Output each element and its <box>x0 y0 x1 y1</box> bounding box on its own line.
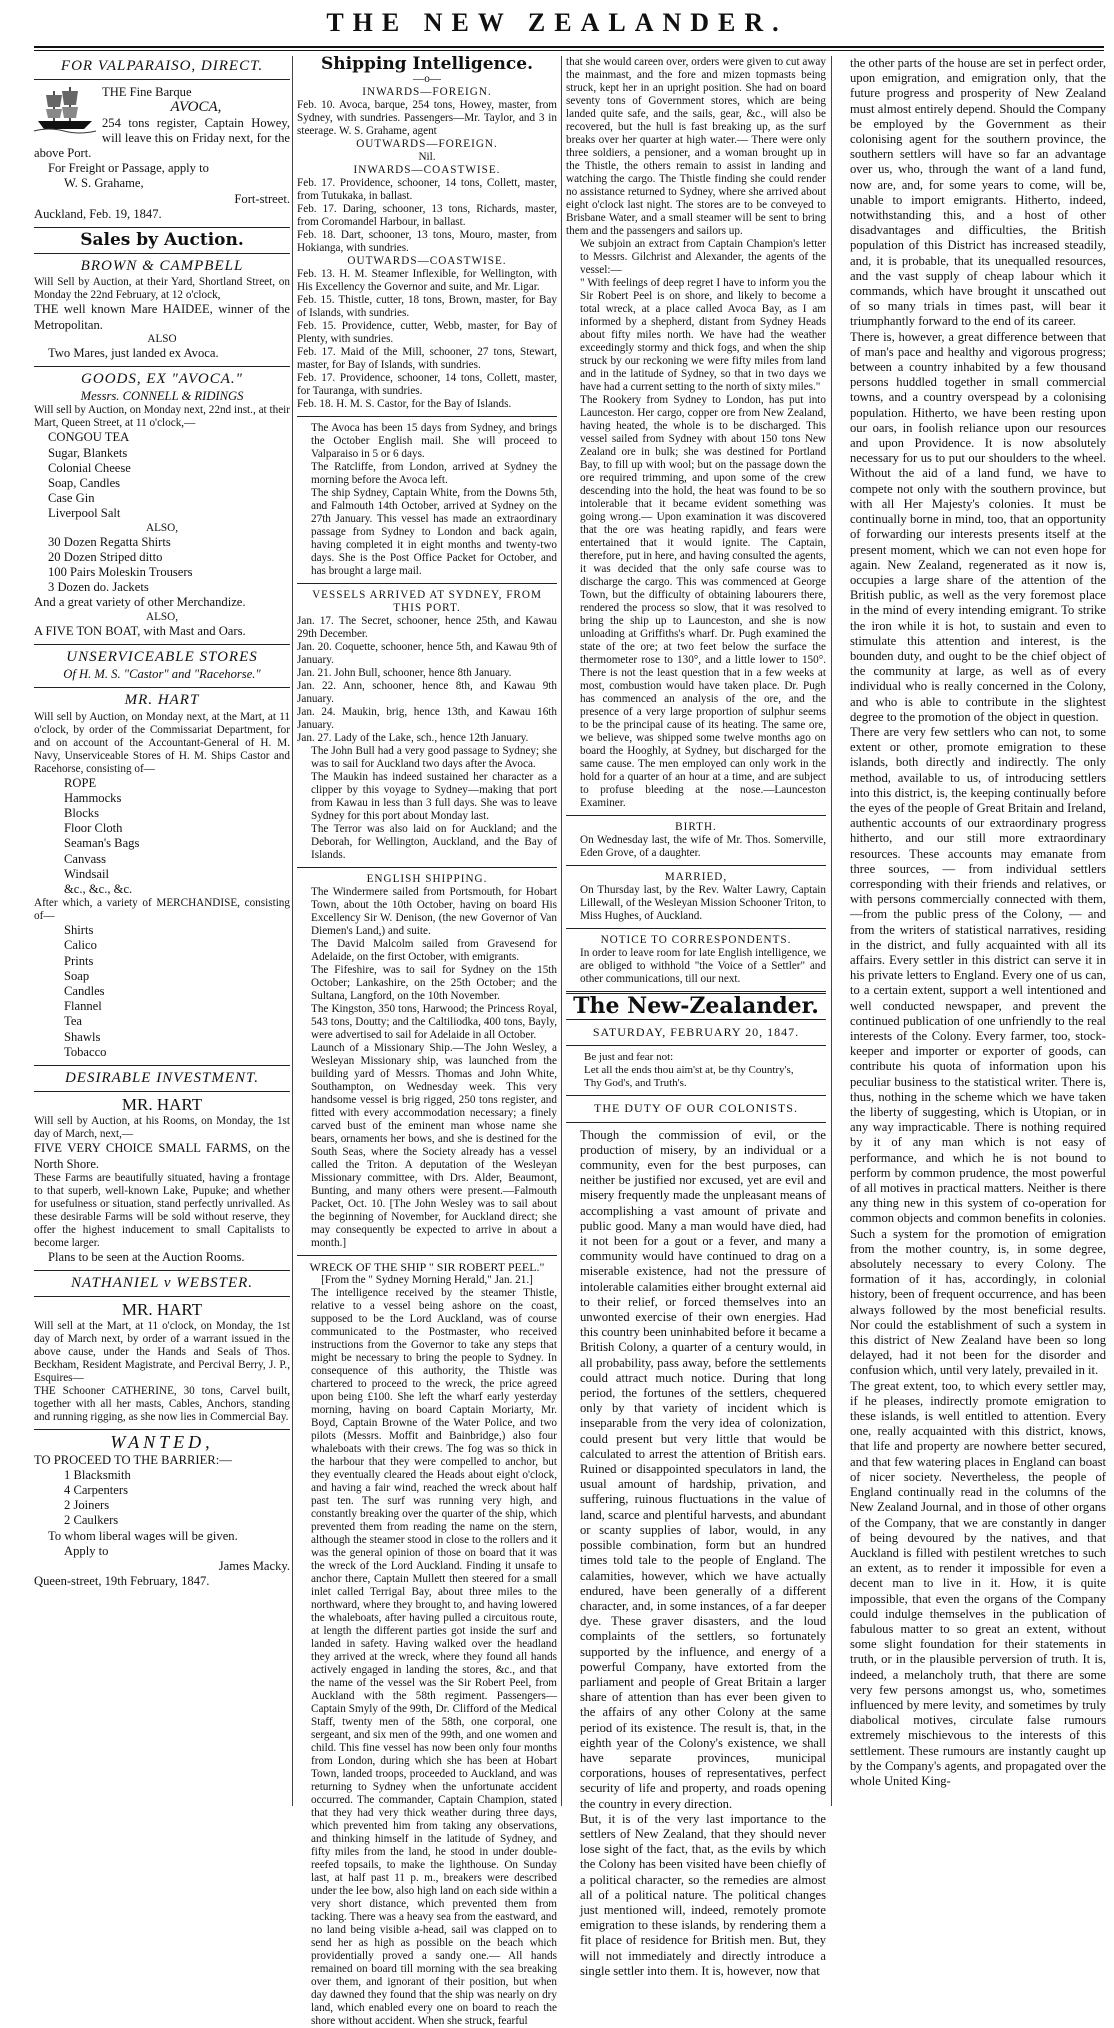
news-paragraph: The Avoca has been 15 days from Sydney, and brings the October English mail. She will proceed to Valparaiso in 5 or 6 days. <box>311 422 557 460</box>
news-paragraph: Launch of a Missionary Ship.—The John Wesley, a Wesleyan Missionary ship, was launched from the building yard of Messrs. Thomas and John White, Southampton, on Wednesday week. This very handsome vessel is brig rigged, 250 tons register, and fitted with every accommodation necessary; a finely carved bust of the eminent man whose name she bears, ornaments her bows, and she is destined for the South Seas, where the Society already has a vessel called the Triton. A deputation of the Wesleyan Missionary committee, with Drs. Alder, Beaumont, Bunting, and many others were present.—Falmouth Packet, Oct. 10. [The John Wesley was to sail about the beginning of November, for Auckland direct; she may consequently be expected to arrive in about a month.] <box>311 1042 557 1249</box>
news-paragraph: The ship Sydney, Captain White, from the Downs 5th, and Falmouth 14th October, arrived at Sydney on the 27th January. This vessel has made an extraordinary passage from Sydney to London and back again, having completed it in eight months and twenty-two days. She is the Post Office Packet for October, and has brought a large mail. <box>311 487 557 577</box>
divider <box>34 1065 290 1066</box>
column-leader-continued <box>836 56 1106 1808</box>
notice-heading: MARRIED, <box>664 871 728 883</box>
list-item: Tobacco <box>64 1044 107 1059</box>
ship-icon <box>34 85 96 135</box>
list-item: 1 Blacksmith <box>64 1467 131 1482</box>
ad-wanted <box>34 1432 290 1589</box>
leader-paragraph: Though the commission of evil, or the production of misery, by an individual or a community, even for the best purposes, can neither be justified nor excused, yet are evil and misery frequently made the unpleasant means of accomplishing a vast amount of private and public good. Many a man would have died, had it not been for a gout or a fever, and many a community would have continued to drag on a miserable existence, had not the pressure of intolerable calamities either brought external aid to their relief, or forced themselves into an unwonted exercise of their own energies. Had this country been uninhabited before it became a British Colony, a quarter of a century would, in all probability, pass away, before the settlements could attract much notice. During that long period, the fortunes of the settlers, chequered only by that variety of incident which is inseparable from the very idea of colonization, could present but very little that would be calculated to arrest the attention of British ears. Ruined or disappointed speculators in land, the usual amount of hardship, privation, and suffering, ruinous fluctuations in the value of land, scarce and plentiful harvests, and abundant or scanty supplies of labor, would, in any possible combination, form but an hundred times told tale to the people of England. The calamities, however, which we have actually endured, have been generally of a different character, and, in some instances, of a far deeper dye. These graver disasters, and the loud complaints of the settlers, so fortunately supported by the influence, and energy of a powerful Company, have extorted from the parliament and people of Great Britain a larger share of attention than has ever been given to the affairs of any other Colony at the same period of its existence. The result is, that, in the eighth year of the Colony's existence, we shall have separate provinces, municipal corporations, houses of representatives, perfect security of life and property, and roads opening the country in every direction. <box>580 1127 826 1811</box>
trades-list <box>34 1468 290 1529</box>
ad-heading: DESIRABLE INVESTMENT. <box>64 1069 260 1086</box>
divider <box>566 1122 826 1123</box>
ad-heading: GOODS, EX "AVOCA." <box>81 371 243 388</box>
ad-brown-campbell <box>34 259 290 361</box>
masthead-rule-thin <box>34 50 1104 51</box>
list-item: Tea <box>64 1014 82 1029</box>
divider <box>566 1045 826 1046</box>
list-item: 4 Carpenters <box>64 1482 128 1497</box>
divider <box>34 253 290 254</box>
divider <box>34 79 290 80</box>
ad-text: THE well known Mare HAIDEE, winner of the Metropolitan. <box>34 302 290 332</box>
masthead-rule <box>34 46 1104 48</box>
list-item: Candles <box>64 983 105 998</box>
subheading: ENGLISH SHIPPING. <box>366 873 488 885</box>
divider <box>566 1019 826 1020</box>
ad-heading: WANTED, <box>110 1432 214 1453</box>
motto-line: Thy God's, and Truth's. <box>584 1077 687 1090</box>
shipping-entry: Feb. 17. Daring, schooner, 13 tons, Richards, master, from Coromandel Harbour, in ballast. <box>297 203 557 228</box>
shipping-entry: Feb. 17. Providence, schooner, 14 tons, Collett, master, from Tutukaka, in ballast. <box>297 177 557 202</box>
auctioneer-name: MR. HART <box>121 1095 203 1115</box>
shipping-entry: Jan. 20. Coquette, schooner, hence 5th, and Kawau 9th of January. <box>297 641 557 666</box>
shipping-list <box>297 177 557 255</box>
news-paragraph: The Ratcliffe, from London, arrived at Sydney the morning before the Avoca left. <box>311 461 557 486</box>
ad-text: These Farms are beautifully situated, having a frontage to that superb, well-known Lake, Pupuke; and whether for usefulness or situation, stand perfectly unrivalled. As these desirable Farms will be sold without reserve, they offer the highest inducement to small Capitalists to become larger. <box>34 1171 290 1249</box>
ad-text: THE Fine Barque <box>102 85 192 100</box>
section-heading: Sales by Auction. <box>80 230 244 251</box>
divider <box>297 416 557 417</box>
shipping-list <box>297 268 557 411</box>
shipping-list <box>297 615 557 745</box>
divider <box>566 815 826 816</box>
column-advertisements <box>34 56 290 1808</box>
shipping-entry: Feb. 13. H. M. Steamer Inflexible, for Wellington, with His Excellency the Governor and suite, and Mr. Ligar. <box>297 268 557 293</box>
shipping-entry: Feb. 15. Thistle, cutter, 18 tons, Brown, master, for Bay of Islands, with sundries. <box>297 294 557 319</box>
notice-heading: NOTICE TO CORRESPONDENTS. <box>600 934 792 946</box>
ad-text: Will sell by Auction, at his Rooms, on Monday, the 1st day of March, next,— <box>34 1115 290 1141</box>
leader-heading: THE DUTY OF OUR COLONISTS. <box>594 1101 798 1116</box>
list-item: 100 Pairs Moleskin Trousers <box>48 565 193 580</box>
merchandise-list <box>34 923 290 1060</box>
ad-text: Apply to <box>64 1543 109 1558</box>
ad-text: Will sell at the Mart, at 11 o'clock, on Monday, the 1st day of March next, by order of a warrant issued in the above cause, under the Hands and Seals of Thos. Beckham, Resident Magistrate, and Percival Berry, J. P., Esquires— <box>34 1320 290 1385</box>
shipping-entry: Feb. 17. Maid of the Mill, schooner, 27 tons, Stewart, master, for Bay of Islands, with sundries. <box>297 346 557 371</box>
ad-text: James Macky. <box>218 1559 290 1573</box>
article-heading: WRECK OF THE SHIP " SIR ROBERT PEEL." <box>309 1260 545 1274</box>
subheading: INWARDS—FOREIGN. <box>362 86 492 98</box>
column-divider <box>831 56 832 1806</box>
list-item: Floor Cloth <box>64 821 123 836</box>
shipping-entry: The Kingston, 350 tons, Harwood; the Princess Royal, 543 tons, Doutty; and the Caltiliodka, 400 tons, Bayly, were advertised to sail for Adelaide in all October. <box>311 1003 557 1041</box>
ad-text: To whom liberal wages will be given. <box>48 1528 238 1543</box>
section-heading: Shipping Intelligence. <box>321 54 533 74</box>
column-divider <box>292 56 293 1806</box>
list-item: Calico <box>64 938 97 953</box>
subheading: OUTWARDS—COASTWISE. <box>347 255 507 267</box>
ad-nathaniel-webster <box>34 1276 290 1424</box>
shipping-entry: Jan. 22. Ann, schooner, hence 8th, and Kawau 9th January. <box>297 680 557 705</box>
list-item: Shirts <box>64 923 94 938</box>
auctioneer-name: MR. HART <box>124 692 200 709</box>
ad-text: TO PROCEED TO THE BARRIER:— <box>34 1452 232 1467</box>
subheading: VESSELS ARRIVED AT SYDNEY, FROM THIS PORT. <box>312 589 542 614</box>
divider <box>34 1091 290 1092</box>
leader-article-continued <box>836 56 1106 1789</box>
ad-valparaiso <box>34 59 290 222</box>
list-item: Seaman's Bags <box>64 836 140 851</box>
column-divider <box>561 56 562 1806</box>
news-paragraph: that she would careen over, orders were given to cut away the mainmast, and the fore and mizen topmasts being struck, kept her in an upright position. She had on board seventy tons of Government stores, which are being landed quite safe, and the sails, gear, &c., will also be recovered, but the hull is fast breaking up, as the surf breaks over her quarter at high water.— There were only three soldiers, a pensioner, and a woman brought up in the Thistle, the others remain to assist in landing and watching the cargo. The Thistle finding she could render no assistance returned to Sydney, where she arrived about eight o'clock last night. The stores are to be conveyed to Brisbane Water, and a small steamer will be sent to bring them and the passengers and sailors up. <box>566 56 826 237</box>
news-paragraph: The Maukin has indeed sustained her character as a clipper by this voyage to Sydney—making that port from Kawau in less than 3 full days. She was to leave Sydney for this port about Monday last. <box>311 771 557 822</box>
ad-text: FIVE VERY CHOICE SMALL FARMS, on the North Shore. <box>34 1141 290 1171</box>
list-item: &c., &c., &c. <box>64 881 133 896</box>
divider <box>34 1429 290 1430</box>
divider <box>34 1270 290 1271</box>
shipping-entry: Jan. 24. Maukin, brig, hence 13th, and Kawau 16th January. <box>297 706 557 731</box>
ad-text: And a great variety of other Merchandize. <box>34 595 246 610</box>
shipping-entry: Feb. 18. Dart, schooner, 13 tons, Mouro, master, from Hokianga, with sundries. <box>297 229 557 254</box>
news-paragraph: The Terror was also laid on for Auckland; and the Deborah, for Wellington, Auckland, and the Bay of Islands. <box>311 823 557 861</box>
list-item: Sugar, Blankets <box>48 445 128 460</box>
subheading: OUTWARDS—FOREIGN. <box>356 138 498 150</box>
list-item: Soap <box>64 968 90 983</box>
motto-line: Be just and fear not: <box>584 1051 674 1064</box>
shipping-entry: Nil. <box>418 151 436 163</box>
shipping-entry: The David Malcolm sailed from Gravesend for Adelaide, on the first October, with emigrants. <box>311 938 557 963</box>
column-shipping <box>297 54 557 2027</box>
stores-list <box>34 776 290 898</box>
divider <box>566 865 826 866</box>
divider <box>566 928 826 929</box>
list-item: 30 Dozen Regatta Shirts <box>48 534 171 549</box>
ad-text: ALSO, <box>145 610 178 623</box>
shipping-entry: Feb. 18. H. M. S. Castor, for the Bay of Islands. <box>297 398 512 410</box>
ad-text: W. S. Grahame, <box>64 176 144 191</box>
list-item: Flannel <box>64 999 102 1014</box>
list-item: 2 Caulkers <box>64 1513 119 1528</box>
list-item: 2 Joiners <box>64 1498 110 1513</box>
ad-heading: FOR VALPARAISO, DIRECT. <box>60 58 264 74</box>
auctioneer-name: MR. HART <box>121 1300 203 1320</box>
notice-text: On Thursday last, by the Rev. Walter Lawry, Captain Lillewall, of the Wesleyan Mission Schooner Triton, to Miss Hughes, of Auckland. <box>580 884 826 922</box>
goods-list <box>34 535 290 596</box>
ship-name: AVOCA, <box>170 99 222 116</box>
divider <box>34 1296 290 1297</box>
divider <box>297 1255 557 1256</box>
shipping-entry: Jan. 21. John Bull, schooner, hence 8th January. <box>297 667 512 679</box>
ad-text: THE Schooner CATHERINE, 30 tons, Carvel built, together with all her masts, Cables, Anchors, standing and running rigging, as she now lies in Commercial Bay. <box>34 1385 290 1424</box>
leader-paragraph: There are very few settlers who can not, to some extent or other, promote emigration to these islands, both directly and indirectly. The only method, available to us, of introducing settlers into this district, is, the keeping continually before the eyes of the people of Great Britain and Ireland, authentic accounts of our extraordinary progress hitherto, and our still more extraordinary resources. These accounts may emanate from three sources, — from individual settlers corresponding with their friends and relatives, or with persons commercially connected with them,—from the public press of the Colony, — and from the writers of statistical narratives, residing in the district, and fully acquainted with all its affairs. Every settler in this district can serve it in his private letters to England. Every one of us can, to a certain extent, support a well intentioned and well conducted newspaper, and prevent the continued publication of one unfriendly to the real interests of the Colony. Every farmer, too, stock-keeper and importer or exporter of goods, can contribute his quota of information upon his peculiar business to the statistical writer. There is, thus, nothing in the scheme which we have taken the liberty of suggesting, which is Utopian, or in any way impracticable. There is nothing required by it of any man which is not easy of performance, and which he is not bound to perform by common prudence, the most powerful of all motives in practical matters. Neither is there any thing new in this system of co-operation for common objects and common benefits in colonies. Such a system for the promotion of emigration from the mother country, is, in some degree, absolutely necessary to every Colony. The formation of it has, accordingly, in colonial history, been of frequent occurrence, and has been always followed by the most beneficial results. Nor could the establishment of such a system in this district of New Zealand have been so long delayed, had it not been for the disorder and confusion which, until very lately, prevailed in it. <box>850 724 1106 1378</box>
divider <box>34 227 290 228</box>
ad-text: Plans to be seen at the Auction Rooms. <box>48 1249 245 1264</box>
divider <box>566 1095 826 1096</box>
divider <box>34 687 290 688</box>
shipping-entry: Feb. 17. Providence, schooner, 14 tons, Collett, master, for Tauranga, with sundries. <box>297 372 557 397</box>
ad-text: Will sell by Auction, on Monday next, at the Mart, at 11 o'clock, by order of the Commissariat Department, for and on account of the Accountant-General of H. M. Navy, Unserviceable Stores of H. M. Ships Castor and Racehorse, consisting of— <box>34 710 290 775</box>
column-news-leader <box>566 56 826 1978</box>
list-item: Soap, Candles <box>48 476 121 491</box>
ad-heading: NATHANIEL v WEBSTER. <box>70 1274 254 1291</box>
ad-date: Auckland, Feb. 19, 1847. <box>34 206 162 221</box>
ad-text: Messrs. CONNELL & RIDINGS <box>80 389 244 404</box>
shipping-list <box>297 886 557 1042</box>
list-item: Liverpool Salt <box>48 506 121 521</box>
notice-heading: BIRTH. <box>675 821 717 833</box>
news-paragraph: The Rookery from Sydney to London, has put into Launceston. Her cargo, copper ore from New Zealand, having heated, the whole is to be discharged. This vessel sailed from Sydney with about 150 tons New Zealand ore in bulk; she was destined for Portland Bay, to fill up with wool; but on the passage down the ore required trimming, and upon some of the crew descending into the hold, the heat was found to be so intolerable that it became evident something was going wrong.— Upon examination it was discovered that the ore was heating rapidly, and fears were entertained that it would ignite. The Captain, therefore, put in here, and having consulted the agents, it was decided that the only safe course was to discharge the cargo. This was commenced at George Town, but the difficulty of obtaining labourers there, rendered the process so slow, that it was resolved to bring the ship up to Launceston, and she is now unloading at Griffiths's wharf. Dr. Pugh examined the state of the ore; at two feet below the surface the thermometer rose to 130°, and a little lower to 150°. There is not the least question that in a few weeks at most, combustion would have taken place. Dr. Pugh has commenced an analysis of the ore, and the presence of a very large proportion of sulphur seems to be the principal cause of its heating. The same ore, we believe, was shipped some twelve months ago on board the Hooghly, at Sydney, but discharged for the same cause. The men employed can only work in the hold for a quarter of an hour at a time, and are subject to profuse bleeding at the nose.—Launceston Examiner. <box>580 394 826 809</box>
list-item: CONGOU TEA <box>48 430 130 445</box>
goods-list <box>34 430 290 521</box>
news-paragraph: The John Bull had a very good passage to Sydney; she was to sail for Auckland two days after the Avoca. <box>311 745 557 770</box>
ad-date: Queen-street, 19th February, 1847. <box>34 1574 210 1589</box>
ad-text: Two Mares, just landed ex Avoca. <box>48 345 219 360</box>
newspaper-title: THE NEW ZEALANDER. <box>326 8 788 37</box>
news-paragraph: We subjoin an extract from Captain Champion's letter to Messrs. Gilchrist and Alexander, the agents of the vessel:— <box>580 238 826 276</box>
list-item: 20 Dozen Striped ditto <box>48 549 163 564</box>
news-paragraph: " With feelings of deep regret I have to inform you the Sir Robert Peel is on shore, and likely to become a total wreck, at a place called Avoca Bay, as I am informed by a shepherd, distant from Sydney Heads about fifty miles north. We have had the weather exceedingly stormy and thick fogs, and when the ship struck by our reckoning we were fifty miles from land and in the latitude of Sydney, so that in two days we have had a current setting to the north of sixty miles." <box>580 277 826 393</box>
ad-heading: BROWN & CAMPBELL <box>80 258 244 275</box>
leader-paragraph: But, it is of the very last importance to the settlers of New Zealand, that they should never lose sight of the fact, that, as the evils by which the Colony has been visited have been chiefly of a political character, so the remedies are almost all of a political nature. The political changes just mentioned will, indeed, remotely promote emigration to these islands, by rendering them a fit place of residence for British men. But, they will not immediately and directly introduce a single settler into them. It is, however, now that <box>580 1811 826 1978</box>
shipping-entry: The Windermere sailed from Portsmouth, for Hobart Town, about the 10th October, having on board His Excellency Sir W. Denison, (the new Governor of Van Diemen's Land,) and suite. <box>311 886 557 937</box>
shipping-entry: Jan. 17. The Secret, schooner, hence 25th, and Kawau 29th December. <box>297 615 557 640</box>
notice-text: On Wednesday last, the wife of Mr. Thos. Somerville, Eden Grove, of a daughter. <box>580 834 826 859</box>
shipping-entry: Jan. 27. Lady of the Lake, sch., hence 12th January. <box>297 732 529 744</box>
ad-text: ALSO, <box>145 521 178 534</box>
ad-heading: UNSERVICEABLE STORES <box>66 648 258 665</box>
list-item: Hammocks <box>64 790 122 805</box>
list-item: Case Gin <box>48 491 95 506</box>
list-item: Colonial Cheese <box>48 460 131 475</box>
ad-text: Fort-street. <box>234 191 290 206</box>
shipping-entry: The Fifeshire, was to sail for Sydney on the 15th October; Lankashire, on the 25th October; and the Sultana, Langford, on the 10th November. <box>311 964 557 1002</box>
ad-text: Will Sell by Auction, at their Yard, Shortland Street, on Monday the 22nd February, at 12 o'clock, <box>34 276 290 302</box>
ad-unserviceable-stores <box>34 650 290 1060</box>
paper-title: The New-Zealander. <box>573 993 819 1019</box>
divider <box>34 644 290 645</box>
leader-article <box>566 1128 826 1979</box>
list-item: Windsail <box>64 866 109 881</box>
shipping-entry: Feb. 15. Providence, cutter, Webb, master, for Bay of Plenty, with sundries. <box>297 320 557 345</box>
divider <box>297 867 557 868</box>
ad-investment <box>34 1071 290 1265</box>
list-item: Prints <box>64 953 94 968</box>
list-item: Blocks <box>64 805 99 820</box>
leader-paragraph: the other parts of the house are set in perfect order, upon emigration, and emigration only, that the future progress and prosperity of New Zealand must almost entirely depend. Should the Company be employed by the Government as their colonising agent for the southern province, the southern settlers will have so far an advantage over us, who, through the want of a land fund, now are, and, for some years to come, will be, unable to import emigrants. Hitherto, indeed, notwithstanding this, and a host of other disadvantages and difficulties, the British population of this District has increased steadily, and, it is probable, that its unequalled resources, and the vast supply of cheap labour which it commands, which have brought it unscathed out of so many trials in times past, will bear it triumphantly forward to the end of its career. <box>850 56 1106 329</box>
list-item: ROPE <box>64 775 97 790</box>
divider <box>34 366 290 367</box>
leader-paragraph: There is, however, a great difference between that of man's pace and healthy and vigorous progress; between a country inhabited by a few thousand persons huddled together in small commercial towns, and a country overspead by a colonising population. Hitherto, we have been resting upon our oars, in foolish reliance upon our resources and upon Providence. It is now absolutely necessary for us to put our shoulders to the wheel. Without the aid of a land fund, we have to compete not only with the southern province, but with all Her Majesty's colonies. It must be continually borne in mind, too, that an opportunity of forwarding our interests presents itself at the present moment, which we can not even hope for again. New Zealand, regenerated as it now is, occupies a large share of the attention of the British public, as well as the very foremost place in the mind of every intending emigrant. To strike the iron while it is hot, to sustain and even to stimulate this attention and interest, is the bounden duty, and ought to be the chief object of the community at large, as well as of every individual who is really concerned in the Colony, and who is able to contribute in the slightest degree to the promotion of the object in question. <box>850 329 1106 724</box>
ad-subheading: Of H. M. S. "Castor" and "Racehorse." <box>63 667 261 682</box>
ad-text: Will sell by Auction, on Monday next, 22nd inst., at their Mart, Queen Street, at 11 o'clock,— <box>34 404 290 430</box>
list-item: 3 Dozen do. Jackets <box>48 580 149 595</box>
news-paragraph: The intelligence received by the steamer Thistle, relative to a vessel being ashore on the coast, supposed to be the Lord Auckland, was of course communicated to the Postmaster, who received instructions from the Governor to take any steps that might be necessary to bring the people to Sydney. In consequence of this authority, the Thistle was chartered to proceed to the wreck, the price agreed upon being £100. She left the wharf early yesterday morning, having on board Captain Moriarty, Mr. Boyd, Captain Browne of the Water Police, and two pilots (Messrs. Moffit and Bainbridge,) also four whaleboats with their crews. The fog was so thick in the harbour that they were compelled to anchor, but they eventually cleared the Heads about eight o'clock, and having a fair wind, reached the wreck about half past ten. The surf was running very high, and constantly breaking over the quarter of the ship, which prevented them from reading the name on the stern, although the steamer stood in close to the rollers and it was the general opinion of those on board that it was the wreck of the Lord Auckland. Finding it unsafe to anchor there, Captain Mullett then steered for a small inlet called Terrigal Bay, about three miles to the northward, where they brought to, and having lowered the whaleboats, after having pulled a circuitous route, at length the different parties got inside the surf and landed in safety. Having walked over the headland they arrived at the wreck, where they found all hands actively engaged in landing the stores, &c., and that the name of the vessel was the Sir Robert Peel, from Auckland with the 58th regiment. Passengers—Captain Smyly of the 99th, Dr. Clifford of the Medical Staff, twenty men of the 58th, one corporal, one sergeant, and six men of the 99th, and one women and child. This fine vessel has now been only four months from London, during which she has been at Hobart Town, landed troops, proceeded to Auckland, and was returning to Sydney when the unfortunate accident occurred. The commander, Captain Champion, stated that they had very thick weather during three days, which prevented him from taking any observations, and thinking himself in the latitude of Sydney, and fifty miles from the land, he stood in under double-reefed topsails, to make the lighthouse. On Sunday last, at half past 11 p. m., breakers were described under the lee bow, also high land on each side within a very short distance, which prevented them from tacking. There was a heavy sea from the eastward, and no land being visible a-head, sail was clapped on to send her as high as possible on the beach which providentially proved a sandy one.— All hands remained on board till morning with the sea breaking over them, and ignorant of their position, but when day dawned they found that the ship was nearly on dry land, which enabled every one on board to reach the shore without accident. When she struck, fearful <box>311 1287 557 2027</box>
ad-text: For Freight or Passage, apply to <box>48 161 209 176</box>
motto-line: Let all the ends thou aim'st at, be thy Country's, <box>584 1064 794 1077</box>
motto <box>566 1051 826 1090</box>
masthead <box>0 0 1114 50</box>
divider <box>297 583 557 584</box>
ad-text: After which, a variety of MERCHANDISE, consisting of— <box>34 897 290 923</box>
article-source: [From the " Sydney Morning Herald," Jan. 21.] <box>321 1274 533 1286</box>
list-item: Canvass <box>64 851 106 866</box>
ad-text: 254 tons register, Captain Howey, will leave this on Friday next, for the above Port. <box>34 115 290 161</box>
ad-text: ALSO <box>147 332 177 345</box>
notice-text: In order to leave room for late English intelligence, we are obliged to withhold "the Voice of a Settler" and other communications, till our next. <box>580 947 826 985</box>
subheading: INWARDS—COASTWISE. <box>353 164 501 176</box>
shipping-entry: Feb. 10. Avoca, barque, 254 tons, Howey, master, from Sydney, with sundries. Passengers—Mr. Taylor, and 3 in steerage. W. S. Grahame, agent <box>297 99 557 137</box>
list-item: Shawls <box>64 1029 101 1044</box>
leader-paragraph: The great extent, too, to which every settler may, if he pleases, indirectly promote emigration to these islands, is well entitled to attention. Every one, really acquainted with this district, knows, that life and property are nowhere better secured, and that few watering places in England can boast of nicer society. Nevertheless, the people of England continually read in the columns of the New Zealand Journal, and in those of other organs of the Company, that we are constantly in danger of being devoured by the natives, and that Auckland is filled with pestilent wretches to such an extent, as to render it impossible for even a decent man to live in it. How, it is quite impossible, that even the organs of the Company could indulge themselves in the publication of fabulous matter to so great an extent, without some slight foundation for their statements in truth, or in the plausible perversion of truth. It is, indeed, a melancholy truth, that there are some very few persons amongst us, who, sometimes influenced by mere levity, and sometimes by truly diabolical motives, circulate false rumours extremely mischievous to the interests of this settlement. These rumours are instantly caught up by the Company's agents, and propagated over the whole United King- <box>850 1378 1106 1788</box>
dash-ornament: —o— <box>413 73 441 85</box>
dateline: SATURDAY, FEBRUARY 20, 1847. <box>592 1025 800 1040</box>
ad-goods-avoca <box>34 372 290 639</box>
ad-text: A FIVE TON BOAT, with Mast and Oars. <box>34 623 246 638</box>
